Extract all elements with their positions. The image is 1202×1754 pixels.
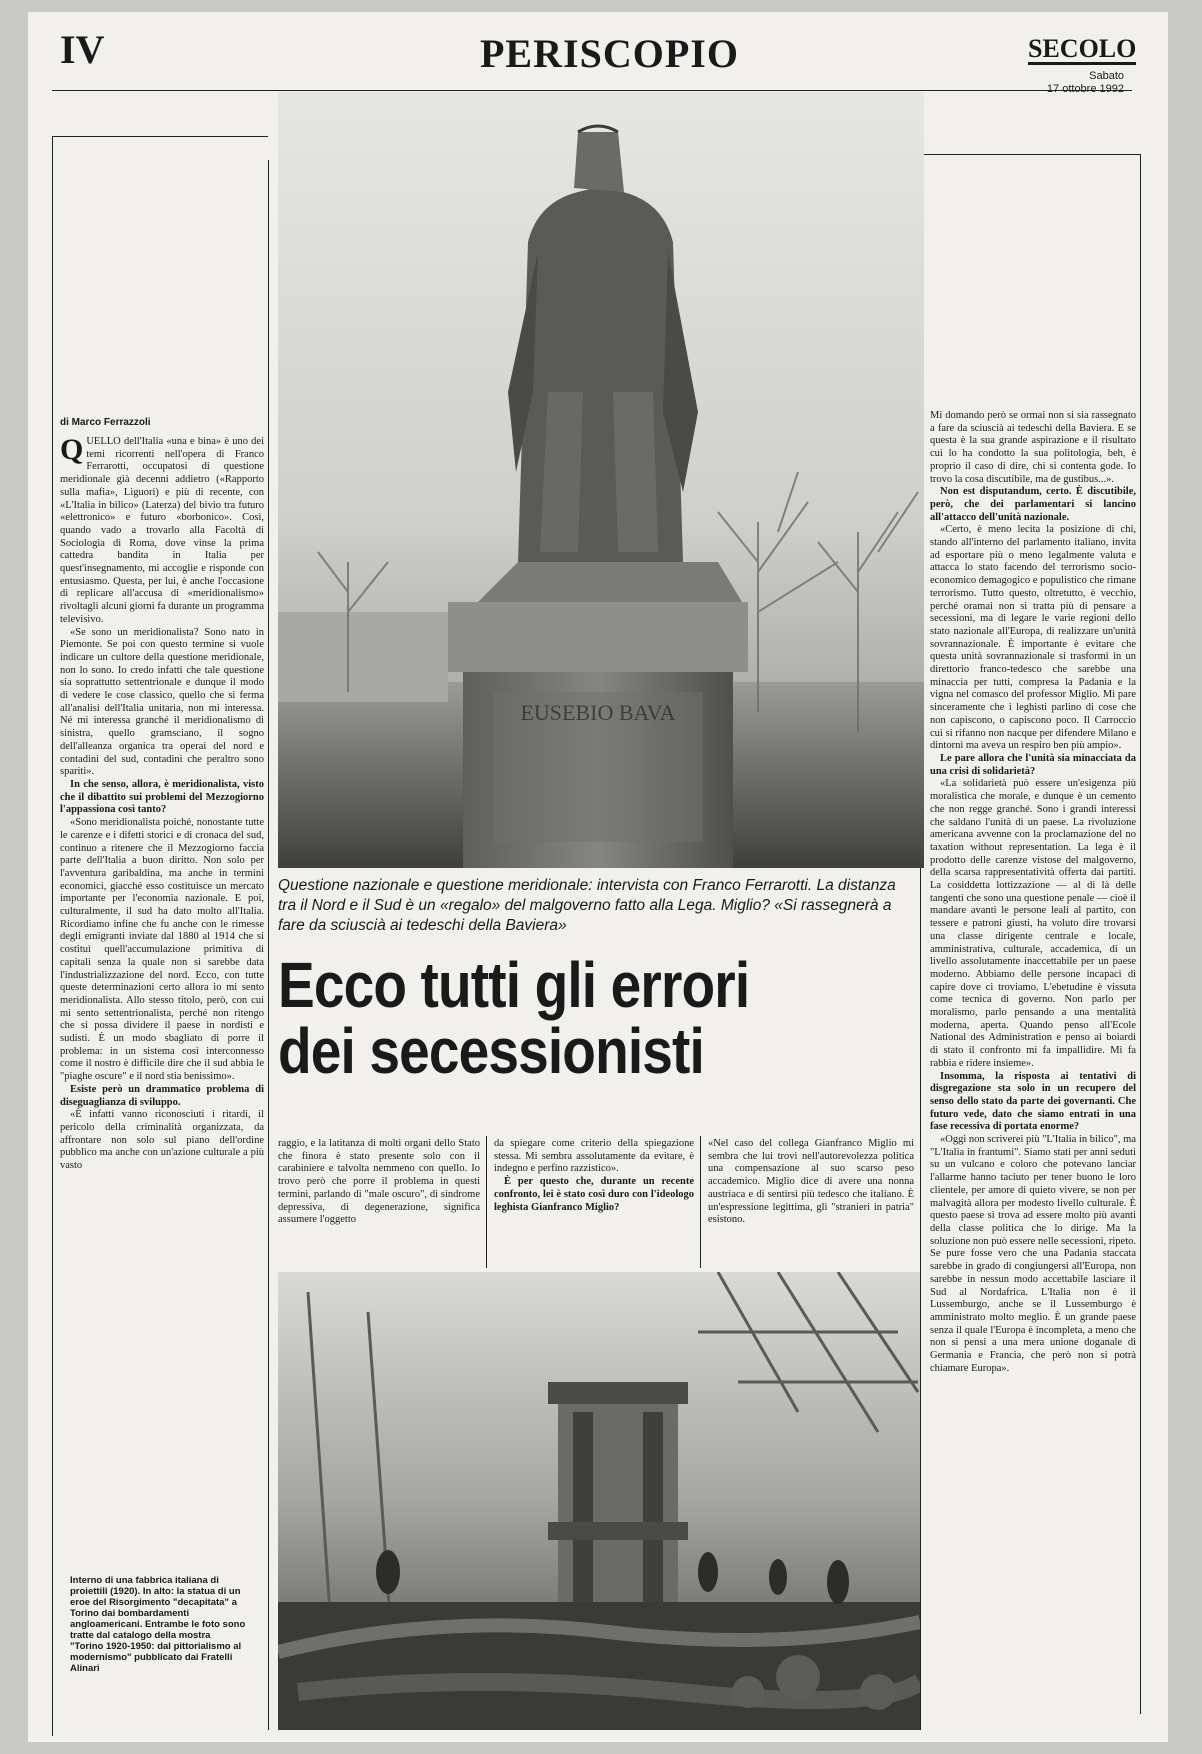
left-paragraph: «Se sono un meridionalista? Sono nato in Piemonte. Se poi con questo termine si vuole indicare un cultore della questione meridionale, non lo sono. Io credo infatti che tale questione sia soprattutto settentrionale e dunque il modo di vedere le cose classico, quello che si ferma all'analisi dell'Italia unitaria, non mi interessa. Né mi interessa granché il meridionalismo di sinistra, quello gramsciano, il sogno dell'alleanza organica tra operai del nord e contadini del sud, contadini che peraltro sono spariti».	[60, 626, 264, 778]
section-title: PERISCOPIO	[480, 31, 739, 76]
mid-paragraph: da spiegare come criterio della spiegazione stessa. Mi sembra assolutamente da evitare, è indegno e perfino razzistico».	[494, 1138, 694, 1175]
headline-line-2: dei secessionisti	[278, 1015, 704, 1087]
right-paragraph: «La solidarietà può essere un'esigenza più moralistica che morale, e dunque è un cemento che non regge granché. Sono i grandi interessi che saldano l'unità di un paese. La rivoluzione americana avvenne con la proclamazione del no taxation without representation. La lega è il prodotto delle carenze vistose del malgoverno, della scarsa rappresentatività offerta dai partiti. La cosiddetta lottizzazione — al di là delle tangenti che sono una questione penale — cioè il mandare avanti le persone leali al partito, con tessere e patroni giusti, ha voluto dire trovarsi una classe dirigente centrale e locale, amministrativa, culturale, accademica, di un livello assolutamente inaccettabile per un paese moderno. Abbiamo delle persone incapaci di capire dove ci troviamo. L'ebetudine è vissuta come tecnica di governo. Non parlo per moralismo, parlo pensando a una mentalità moderna, aperta. Quando penso all'Ecole National des Administration e penso ai boiardi di stato il confronto mi fa impallidire. Mi fa rabbia e ridere insieme».	[930, 778, 1136, 1069]
byline: di Marco Ferrazzoli	[60, 417, 151, 428]
statue-inscription: EUSEBIO BAVA	[520, 700, 676, 725]
right-question: Non est disputandum, certo. È discutibile, però, che dei parlamentari si lancino all'attacco dell'unità nazionale.	[930, 486, 1136, 523]
photo-caption: Interno di una fabbrica italiana di proiettili (1920). In alto: la statua di un eroe del Risorgimento "decapitata" a Torino dai bombardamenti angloamericani. Entrambe le foto sono tratte dal catalogo della mostra "Torino 1920-1950: dal pittorialismo al modernismo" pubblicato dai Fratelli Alinari	[70, 1575, 246, 1674]
right-question: Le pare allora che l'unità sia minacciata da una crisi di solidarietà?	[930, 752, 1136, 777]
left-question: Esiste però un drammatico problema di diseguaglianza di sviluppo.	[60, 1083, 264, 1108]
headline-line-1: Ecco tutti gli errori	[278, 949, 750, 1021]
right-question: Insomma, la risposta ai tentativi di disgregazione sta solo in un recupero del senso dello stato da parte dei governanti. Che futuro vede, dato che siamo entrati in una fase recessiva di portata enorme?	[930, 1070, 1136, 1133]
page-number: IV	[60, 27, 105, 72]
left-paragraph: «Sono meridionalista poiché, nonostante tutte le carenze e i difetti storici e di cronaca del sud, continuo a ritenere che il Mezzogiorno faccia parte dell'Italia a buon diritto. Non solo per l'avventura garibaldina, ma anche in termini economici, giacché esso costituisce un mercato importante per l'economia nazionale. E poi, culturalmente, il sud ha dato molto all'Italia. Ricordiamo infine che fu anche con le rimesse degli emigranti inviate dal 1880 al 1914 che si costituì quell'accumulazione primitiva di capitali senza la quale non si sarebbe data l'industrializzazione del nord. Ecco, con tutte queste determinazioni certo allora io mi sento meridionalista. Allo stesso titolo, però, con cui mi sento settentrionalista, perché non ritengo che si possa dividere il paese in nordisti e sudisti. È un modo sbagliato di porre il problema: in un sistema così interconnesso come il nostro è difficile dire che il sud abbia le "piaghe oscure" e il nord stia benissimo».	[60, 817, 264, 1083]
left-column-body	[60, 436, 264, 1386]
right-paragraph: «Certo, è meno lecita la posizione di chi, stando all'interno del parlamento italiano, invita ad esportare più o meno legalmente valuta e attacca lo stato facendo del terrorismo socio-economico demagogico e populistico che rimane terrorismo. Tutto questo, oltretutto, è vecchio, perché oramai non si tratta più di pensare a secessioni, ma di legare le varie regioni dello stato nazionale all'Europa, di realizzare un'unità sovrannazionale. È importante è evitare che questa unità sovrannazionale si trasformi in un direttorio franco-tedesco che sarebbe una minaccia per tutti, compresa la Padania e la vigna nel comasco del professor Miglio. Mi pare sinceramente che i leghisti parlino di cose che non capiscono, o capiscono poco. Il Carroccio cui si rifanno non nacque per difendere Milano e dintorni ma aveva un respiro ben più ampio».	[930, 524, 1136, 752]
right-paragraph: Mi domando però se ormai non si sia rassegnato a fare da sciuscià ai tedeschi della Baviera. E se questa è la sua grande aspirazione e il risultato cui lo ha condotto la sua politologia, beh, è proprio il caso di dire, chi si contenta gode. Io trovo la cosa discutibile, ma de gustibus...».	[930, 410, 1136, 485]
headline	[278, 949, 914, 1087]
left-box-top-rule	[52, 136, 268, 137]
right-paragraph: «Oggi non scriverei più "L'Italia in bilico", ma "L'Italia in frantumi". Siamo stati per anni seduti su un vulcano e coloro che potevano lanciar l'allarme hanno taciuto per tener buono le loro clientele, per amore di quieto vivere, se non per malvagità allora per modesto livello culturale. È questo paese si trova ad essere molto più avanti della classe politica che lo dirige. Ma la soluzione non può essere nelle secessioni, ripeto. Se pure fosse vero che una Padania staccata sarebbe in grado di congiungersi all'Europa, non sarebbe in nessun modo accettabile lasciare il Sud al Nordafrica. L'Italia non è il Lussemburgo, anche se il Lussemburgo è amministrato molto meglio. È un grande paese senza il quale l'Europa è incompleta, a meno che non si pensi a una mera unione doganale di Germania e Francia, che però non si potrà chiamare Europa».	[930, 1134, 1136, 1374]
mid-paragraph: «Nel caso del collega Gianfranco Miglio mi sembra che lui trovi nell'autorevolezza politica una compensazione al suo scarso peso accademico. Miglio dice di avere una nonna austriaca e di sentirsi più tedesco che italiano. È un'espressione legittima, gli "stranieri in patria" esistono.	[708, 1138, 914, 1226]
mid-question: È per questo che, durante un recente confronto, lei è stato così duro con l'ideologo leghista Gianfranco Miglio?	[494, 1176, 694, 1213]
newspaper-logo: SECOLO	[1028, 34, 1137, 63]
left-paragraph: «È infatti vanno riconosciuti i ritardi, il pericolo della criminalità organizzata, da affrontare non solo sul piano dell'ordine pubblico ma anche con un'azione culturale a più vasto	[60, 1109, 264, 1172]
left-paragraph: UELLO dell'Italia «una e bina» è uno dei temi ricorrenti nell'opera di Franco Ferrarotti, occupatosi di questione meridionale già decenni addietro («Rapporto sulla mafia», Liguori) e più di recente, con «L'Italia in bilico» (Laterza) del bivio tra futuro «elettronico» e futuro «borbonico». Così, quando vado a trovarlo alla Facoltà di Sociologia di Roma, dove vinse la prima cattedra bandita in Italia per quest'insegnamento, mi accoglie e risponde con entusiasmo. Questa, per lui, è anche l'occasione di replicare all'accusa di «meridionalismo» rivoltagli alcuni giorni fa durante un programma televisivo.	[60, 436, 264, 625]
masthead-rule	[52, 90, 1132, 91]
factory-photo-image	[278, 1272, 920, 1730]
left-column	[60, 418, 264, 1386]
left-question: In che senso, allora, è meridionalista, visto che il dibattito sui problemi del Mezzogiorno l'appassiona così tanto?	[60, 778, 264, 816]
mid-column-2	[494, 1138, 694, 1268]
statue-photo	[278, 92, 924, 868]
left-box-side-rule	[52, 136, 53, 1736]
right-box-top-rule	[920, 154, 1140, 155]
factory-photo	[278, 1272, 920, 1730]
mid-rule-1	[486, 1136, 487, 1268]
statue-photo-image	[278, 92, 924, 868]
left-column-rule	[268, 160, 269, 1730]
mid-column-3	[708, 1138, 914, 1268]
dateline	[1030, 70, 1124, 96]
drop-cap: Q	[60, 436, 84, 466]
mid-rule-2	[700, 1136, 701, 1268]
right-box-side-rule	[1140, 154, 1141, 1714]
right-column	[930, 410, 1136, 1726]
mid-paragraph: raggio, e la latitanza di molti organi dello Stato che finora è stato presente solo con il carabiniere e talvolta nemmeno con quello. Io trovo però che porre il problema in questi termini, parlando di "male oscuro", di sindrome depressiva, di degenerazione, significa assumere l'oggetto	[278, 1138, 480, 1226]
kicker: Questione nazionale e questione meridionale: intervista con Franco Ferrarotti. La distanza tra il Nord e il Sud è un «regalo» del malgoverno fatto alla Lega. Miglio? «Si rassegnerà a fare da sciuscià ai tedeschi della Baviera»	[278, 877, 896, 934]
mid-column-1	[278, 1138, 480, 1268]
dateline-day: Sabato	[1089, 70, 1124, 82]
